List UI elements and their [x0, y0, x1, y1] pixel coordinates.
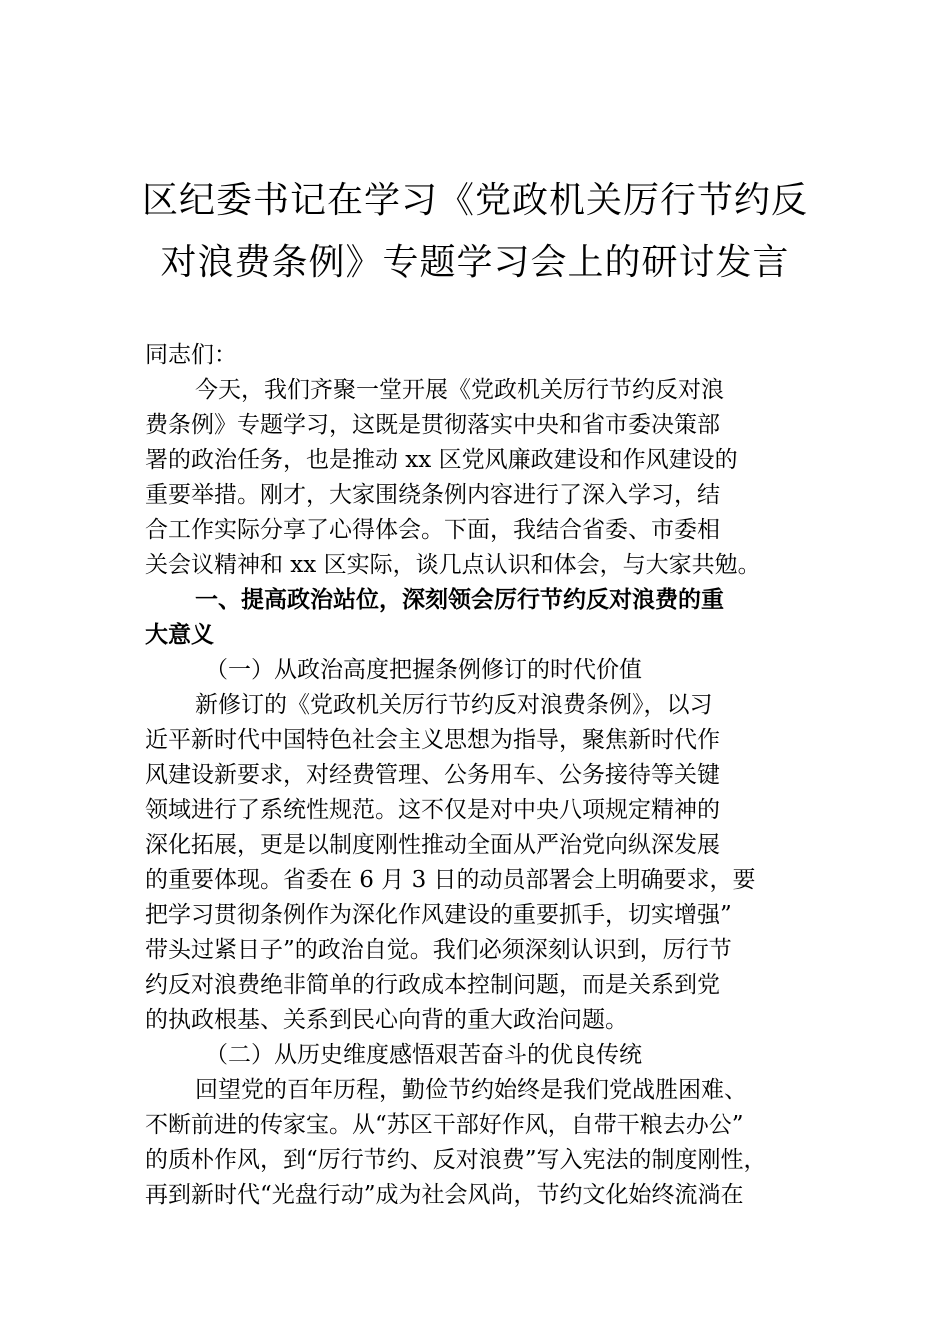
section-heading-1-cont: 大意义 [145, 622, 214, 648]
paragraph-line: 的重要体现。省委在 6 月 3 日的动员部署会上明确要求，要 [145, 867, 756, 893]
paragraph-line: 关会议精神和 xx 区实际，谈几点认识和体会，与大家共勉。 [145, 552, 761, 578]
paragraph-line: 再到新时代“光盘行动”成为社会风尚，节约文化始终流淌在 [145, 1182, 744, 1208]
section-heading-1: 一、提高政治站位，深刻领会厉行节约反对浪费的重 [195, 587, 724, 613]
paragraph-line: 合工作实际分享了心得体会。下面，我结合省委、市委相 [145, 517, 720, 543]
salutation: 同志们： [145, 342, 237, 368]
document-body [145, 338, 835, 1213]
subsection-heading-2: （二）从历史维度感悟艰苦奋斗的优良传统 [205, 1042, 642, 1068]
title-line-1: 区纪委书记在学习《党政机关厉行节约反 [141, 180, 808, 221]
paragraph-line: 今天，我们齐聚一堂开展《党政机关厉行节约反对浪 [195, 377, 724, 403]
paragraph-line: 深化拓展，更是以制度刚性推动全面从严治党向纵深发展 [145, 832, 720, 858]
paragraph-line: 费条例》专题学习，这既是贯彻落实中央和省市委决策部 [145, 412, 720, 438]
paragraph-line: 新修订的《党政机关厉行节约反对浪费条例》，以习 [195, 692, 713, 718]
document-title [120, 170, 830, 294]
paragraph-line: 近平新时代中国特色社会主义思想为指导，聚焦新时代作 [145, 727, 720, 753]
paragraph-line: 风建设新要求，对经费管理、公务用车、公务接待等关键 [145, 762, 720, 788]
paragraph-line: 不断前进的传家宝。从“苏区干部好作风，自带干粮去办公” [145, 1112, 744, 1138]
paragraph-line: 的质朴作风，到“厉行节约、反对浪费”写入宪法的制度刚性， [145, 1147, 767, 1173]
paragraph-line: 领域进行了系统性规范。这不仅是对中央八项规定精神的 [145, 797, 720, 823]
paragraph-line: 回望党的百年历程，勤俭节约始终是我们党战胜困难、 [195, 1077, 747, 1103]
paragraph-line: 重要举措。刚才，大家围绕条例内容进行了深入学习，结 [145, 482, 720, 508]
paragraph-line: 署的政治任务，也是推动 xx 区党风廉政建设和作风建设的 [145, 447, 738, 473]
title-line-2: 对浪费条例》专题学习会上的研讨发言 [160, 242, 790, 283]
paragraph-line: 把学习贯彻条例作为深化作风建设的重要抓手，切实增强” [145, 902, 732, 928]
paragraph-line: 带头过紧日子”的政治自觉。我们必须深刻认识到，厉行节 [145, 937, 732, 963]
subsection-heading-1: （一）从政治高度把握条例修订的时代价值 [205, 657, 642, 683]
paragraph-line: 的执政根基、关系到民心向背的重大政治问题。 [145, 1007, 628, 1033]
paragraph-line: 约反对浪费绝非简单的行政成本控制问题，而是关系到党 [145, 972, 720, 998]
